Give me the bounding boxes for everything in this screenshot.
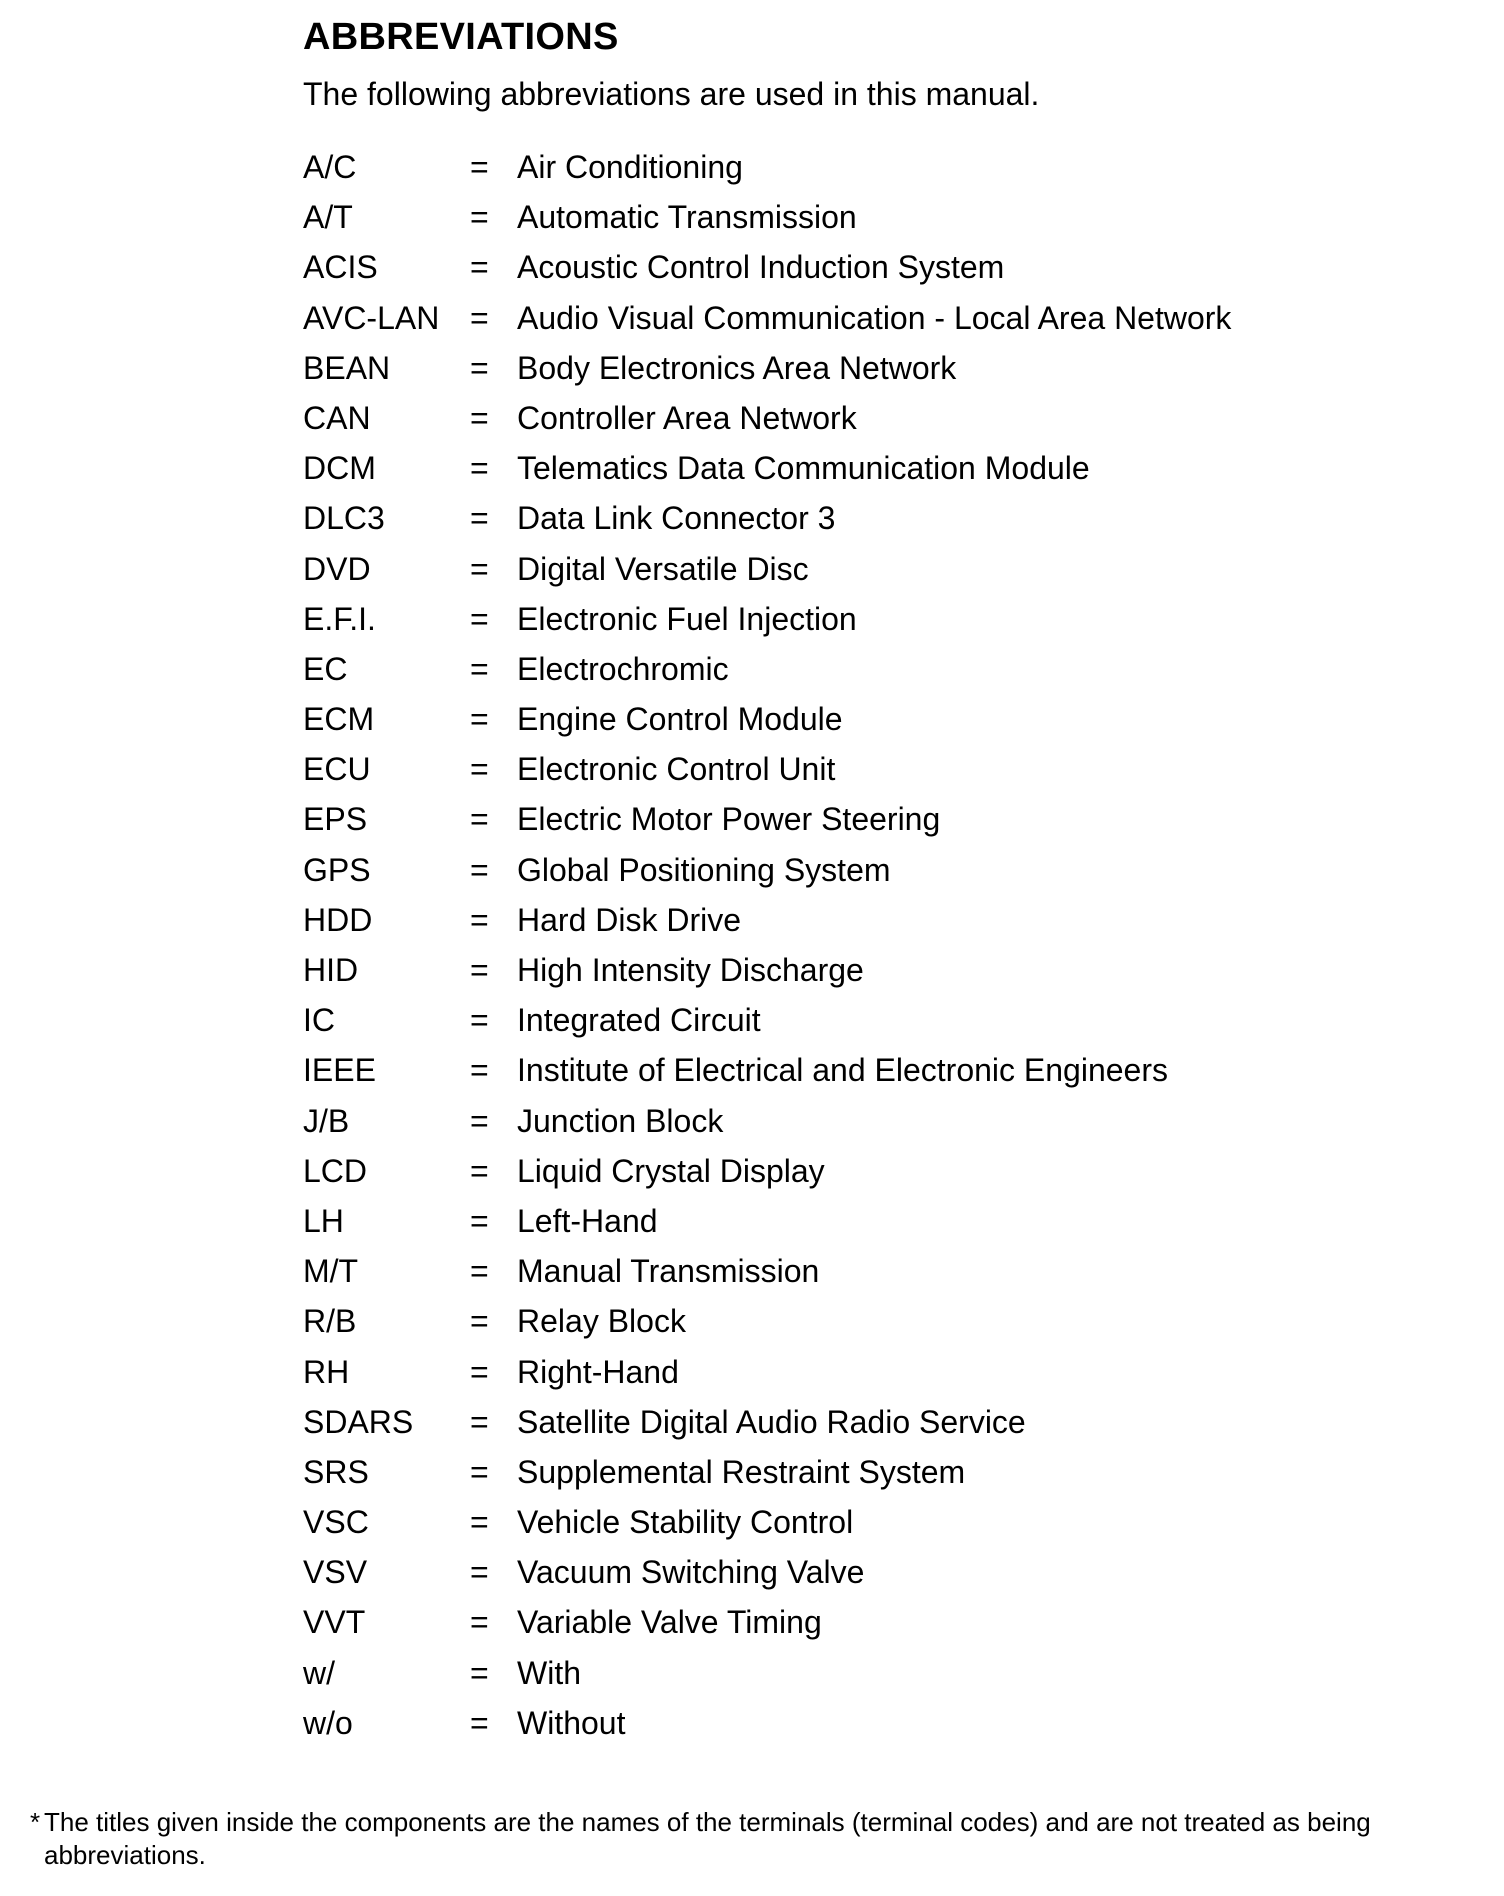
- equals-sign: =: [470, 1102, 489, 1139]
- abbreviation-definition: Electrochromic: [517, 650, 729, 687]
- abbreviation-term: DLC3: [303, 500, 385, 537]
- footnote-text: The titles given inside the components are the names of the terminals (terminal codes) and are not treated as being abbreviations.: [44, 1807, 1371, 1870]
- equals-sign: =: [470, 901, 489, 938]
- abbreviation-term: LCD: [303, 1152, 368, 1189]
- equals-sign: =: [470, 450, 489, 487]
- abbreviation-definition: Variable Valve Timing: [517, 1604, 822, 1641]
- abbreviation-definition: Electronic Fuel Injection: [517, 600, 857, 637]
- equals-sign: =: [470, 801, 489, 838]
- abbreviation-term: VSC: [303, 1504, 369, 1541]
- abbreviation-term: J/B: [303, 1102, 350, 1139]
- equals-sign: =: [470, 701, 489, 738]
- equals-sign: =: [470, 650, 489, 687]
- equals-sign: =: [470, 399, 489, 436]
- equals-sign: =: [470, 751, 489, 788]
- abbreviation-definition: With: [517, 1654, 581, 1691]
- abbreviation-definition: Engine Control Module: [517, 701, 843, 738]
- abbreviation-term: GPS: [303, 851, 371, 888]
- abbreviation-term: SRS: [303, 1453, 369, 1490]
- abbreviation-definition: Hard Disk Drive: [517, 901, 742, 938]
- equals-sign: =: [470, 199, 489, 236]
- abbreviation-definition: Electronic Control Unit: [517, 751, 836, 788]
- abbreviation-definition: Audio Visual Communication - Local Area Network: [517, 299, 1232, 336]
- abbreviation-term: EC: [303, 650, 348, 687]
- abbreviation-term: A/C: [303, 149, 357, 185]
- equals-sign: =: [470, 1202, 489, 1239]
- abbreviation-term: RH: [303, 1353, 350, 1390]
- abbreviation-term: DVD: [303, 550, 371, 587]
- abbreviation-definition: Global Positioning System: [517, 851, 891, 888]
- abbreviation-term: HID: [303, 952, 359, 988]
- abbreviation-term: ECM: [303, 701, 375, 738]
- footnote-asterisk: *: [30, 1807, 41, 1837]
- abbreviation-definition: Institute of Electrical and Electronic Engineers: [517, 1052, 1168, 1089]
- equals-sign: =: [470, 952, 489, 988]
- abbreviation-definition: Manual Transmission: [517, 1253, 820, 1290]
- abbreviation-definition: Right-Hand: [517, 1353, 679, 1390]
- abbreviation-definition: Data Link Connector 3: [517, 500, 836, 537]
- equals-sign: =: [470, 1303, 489, 1340]
- abbreviation-definition: Digital Versatile Disc: [517, 550, 809, 587]
- equals-sign: =: [470, 1704, 489, 1741]
- abbreviation-definition: Controller Area Network: [517, 399, 857, 436]
- equals-sign: =: [470, 149, 489, 185]
- equals-sign: =: [470, 1353, 489, 1390]
- abbreviation-definition: Left-Hand: [517, 1202, 658, 1239]
- abbreviation-definition: Air Conditioning: [517, 149, 743, 185]
- abbreviation-term: VSV: [303, 1554, 368, 1591]
- abbreviation-definition: Satellite Digital Audio Radio Service: [517, 1403, 1026, 1440]
- abbreviation-definition: Integrated Circuit: [517, 1002, 761, 1039]
- abbreviation-term: LH: [303, 1202, 344, 1239]
- abbreviation-term: EPS: [303, 801, 368, 838]
- abbreviation-term: E.F.I.: [303, 600, 376, 637]
- equals-sign: =: [470, 1052, 489, 1089]
- equals-sign: =: [470, 299, 489, 336]
- abbreviation-term: M/T: [303, 1253, 359, 1290]
- abbreviation-term: IEEE: [303, 1052, 376, 1089]
- equals-sign: =: [470, 550, 489, 587]
- abbreviation-definition: Relay Block: [517, 1303, 686, 1340]
- abbreviation-term: w/: [303, 1654, 335, 1691]
- abbreviation-definition: High Intensity Discharge: [517, 952, 864, 988]
- abbreviation-definition: Without: [517, 1704, 626, 1741]
- abbreviation-definition: Vehicle Stability Control: [517, 1504, 854, 1541]
- abbreviation-definition: Body Electronics Area Network: [517, 349, 957, 386]
- equals-sign: =: [470, 1654, 489, 1691]
- equals-sign: =: [470, 1604, 489, 1641]
- footnote: [30, 1806, 1480, 1872]
- equals-sign: =: [470, 1554, 489, 1591]
- abbreviation-term: SDARS: [303, 1403, 414, 1440]
- equals-sign: =: [470, 349, 489, 386]
- equals-sign: =: [470, 1253, 489, 1290]
- abbreviation-definition: Supplemental Restraint System: [517, 1453, 966, 1490]
- abbreviation-definition: Acoustic Control Induction System: [517, 249, 1005, 286]
- equals-sign: =: [470, 249, 489, 286]
- abbreviation-term: IC: [303, 1002, 335, 1039]
- equals-sign: =: [470, 851, 489, 888]
- abbreviation-term: ACIS: [303, 249, 378, 286]
- abbreviation-term: ECU: [303, 751, 371, 788]
- abbreviation-definition: Electric Motor Power Steering: [517, 801, 941, 838]
- page-title: ABBREVIATIONS: [303, 16, 619, 58]
- intro-text: The following abbreviations are used in this manual.: [303, 76, 1040, 112]
- abbreviation-term: CAN: [303, 399, 371, 436]
- abbreviation-term: VVT: [303, 1604, 366, 1641]
- abbreviation-term: BEAN: [303, 349, 391, 386]
- equals-sign: =: [470, 500, 489, 537]
- abbreviation-term: R/B: [303, 1303, 357, 1340]
- equals-sign: =: [470, 1002, 489, 1039]
- abbreviation-term: w/o: [303, 1704, 353, 1741]
- equals-sign: =: [470, 1504, 489, 1541]
- abbreviation-definition: Junction Block: [517, 1102, 724, 1139]
- equals-sign: =: [470, 1403, 489, 1440]
- abbreviation-definition: Liquid Crystal Display: [517, 1152, 825, 1189]
- equals-sign: =: [470, 600, 489, 637]
- abbreviation-term: AVC-LAN: [303, 299, 440, 336]
- equals-sign: =: [470, 1152, 489, 1189]
- abbreviation-term: DCM: [303, 450, 376, 487]
- abbreviation-definition: Vacuum Switching Valve: [517, 1554, 865, 1591]
- abbreviation-definition: Automatic Transmission: [517, 199, 857, 236]
- abbreviation-term: HDD: [303, 901, 373, 938]
- abbreviation-term: A/T: [303, 199, 353, 236]
- abbreviation-definition: Telematics Data Communication Module: [517, 450, 1090, 487]
- equals-sign: =: [470, 1453, 489, 1490]
